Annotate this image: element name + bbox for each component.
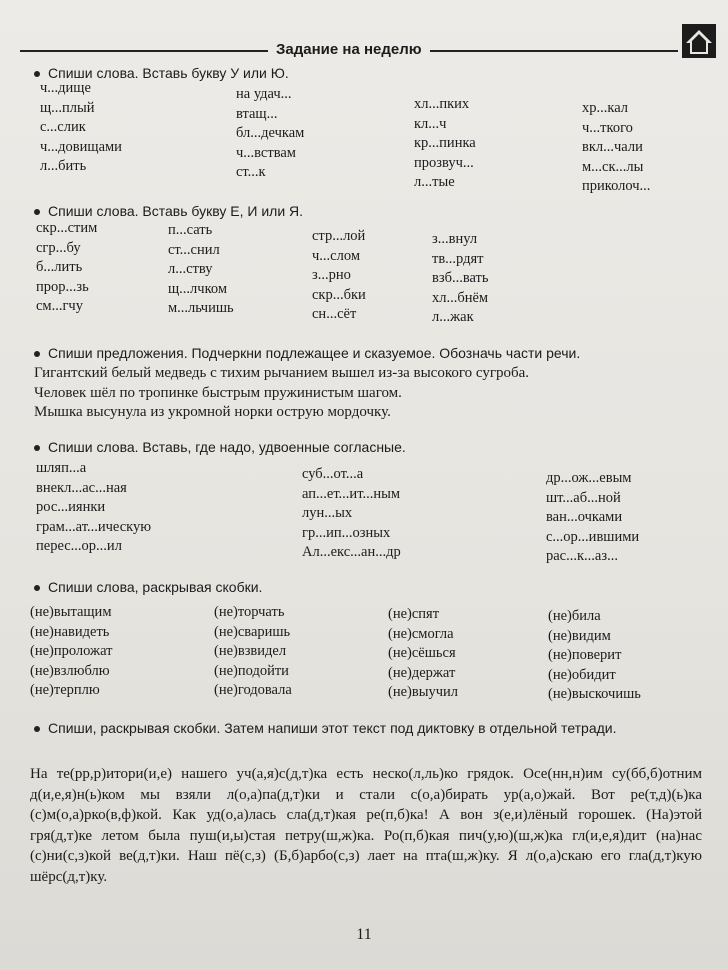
word: суб...от...а xyxy=(302,466,364,482)
word: рас...к...аз... xyxy=(546,548,618,564)
bullet xyxy=(34,445,40,451)
word: хл...бнём xyxy=(432,289,489,306)
word: вкл...чали xyxy=(582,139,643,155)
task-2-col-3 xyxy=(312,228,366,326)
task-5-col-4 xyxy=(548,608,641,706)
bullet xyxy=(34,209,40,215)
sentence: Гигантский белый медведь с тихим рычанием вышел из-за высокого сугроба. xyxy=(34,365,530,381)
task-5-col-1 xyxy=(30,604,112,702)
page-number: 11 xyxy=(356,926,372,943)
word: ч...слом xyxy=(312,247,360,264)
word: ч...ткого xyxy=(582,119,633,136)
task-1-col-1 xyxy=(40,80,122,178)
word: приколоч... xyxy=(582,178,651,194)
word: ст...снил xyxy=(168,241,220,258)
word: (не)поверит xyxy=(548,647,622,663)
word: рос...иянки xyxy=(36,499,106,515)
word: ч...довищами xyxy=(40,138,122,155)
task-5-col-2 xyxy=(214,604,292,702)
task-5-instruction xyxy=(34,578,700,596)
word: др...ож...евым xyxy=(546,470,632,486)
word: грам...ат...ическую xyxy=(36,518,152,535)
word: п...сать xyxy=(168,222,213,238)
task-2-col-1 xyxy=(36,220,97,318)
word: см...гчу xyxy=(36,298,83,314)
task-5-text: Спиши слова, раскрывая скобки. xyxy=(48,579,263,595)
word: (не)видим xyxy=(548,627,611,644)
task-6-dictation-text: На те(рр,р)итори(и,е) нашего уч(а,я)с(д,т)ка есть неско(л,ль)ко грядок. Осе(нн,н)им су(бб,б)отним д(и,е,я)н(ь)ком мы взяли л(о,а)па(д,т)ки и стали с(о,а)бирать ур(а,о)жай. Вот ре(т,д)(ь)ка (с)м(о,а)рко(в,ф)кой. Как уд(о,а)лась сла(д,т)кая ре(п,б)ка! А вон з(е,и)лёный горошек. (На)этой гря(д,т)ке летом была пуш(и,ы)стая петру(ш,ж)ка. Ро(п,б)кая пич(у,ю)(ш,ж)ка гл(и,е,я)дит (на)нас (с)ни(с,з)кой ве(д,т)ки. Наш пё(с,з) (Б,б)арбо(с,з) лает на пта(ш,ж)ку. Я л(о,а)скаю его гла(д,т)кую шёрс(д,т)ку. xyxy=(30,766,702,885)
word: скр...бки xyxy=(312,286,366,303)
word: (не)сёшься xyxy=(388,645,456,661)
word: с...слик xyxy=(40,119,86,135)
word: л...ству xyxy=(168,261,213,277)
word: шляп...а xyxy=(36,460,87,476)
bullet xyxy=(34,71,40,77)
word: перес...ор...ил xyxy=(36,538,122,554)
word: (не)держат xyxy=(388,664,456,681)
word: гр...ип...озных xyxy=(302,524,391,541)
word: сн...сёт xyxy=(312,306,357,322)
bullet xyxy=(34,726,40,732)
word: взб...вать xyxy=(432,270,489,286)
word: л...бить xyxy=(40,158,87,174)
bullet xyxy=(34,351,40,357)
word: прор...зь xyxy=(36,278,89,295)
word: (не)вытащим xyxy=(30,604,112,620)
task-2-col-4 xyxy=(432,231,489,329)
word: ст...к xyxy=(236,164,266,180)
task-1-col-4 xyxy=(582,100,650,198)
task-1-col-2 xyxy=(236,86,304,184)
word: (не)смогла xyxy=(388,625,454,642)
task-2-instruction xyxy=(34,202,700,220)
word: стр...лой xyxy=(312,228,366,244)
word: скр...стим xyxy=(36,220,98,236)
word: (не)выучил xyxy=(388,684,458,700)
word: (не)подойти xyxy=(214,662,289,679)
task-4-text: Спиши слова. Вставь, где надо, удвоенные согласные. xyxy=(48,439,406,455)
word: хр...кал xyxy=(582,100,628,116)
word: л...тые xyxy=(414,174,455,190)
task-4-instruction xyxy=(34,438,700,456)
task-1-instruction xyxy=(34,64,700,82)
task-1-text: Спиши слова. Вставь букву У или Ю. xyxy=(48,65,289,81)
word: (не)взлюблю xyxy=(30,662,110,679)
task-5-col-3 xyxy=(388,606,458,704)
word: ап...ет...ит...ным xyxy=(302,485,400,502)
word: (не)сваришь xyxy=(214,623,291,640)
task-4-col-2 xyxy=(302,466,401,564)
word: м...льчишь xyxy=(168,300,234,316)
word: (не)терплю xyxy=(30,682,100,698)
word: тв...рдят xyxy=(432,250,484,267)
header-rule-right xyxy=(430,50,678,52)
word: бл...дечкам xyxy=(236,125,305,141)
word: кл...ч xyxy=(414,115,447,132)
word: с...ор...ившими xyxy=(546,528,640,545)
word: лун...ых xyxy=(302,505,353,521)
task-2-col-2 xyxy=(168,222,234,320)
word: м...ск...лы xyxy=(582,158,644,175)
word: (не)годовала xyxy=(214,682,292,698)
task-4-col-1 xyxy=(36,460,151,558)
word: хл...пких xyxy=(414,96,470,112)
word: (не)обидит xyxy=(548,666,616,683)
sentence: Человек шёл по тропинке быстрым пружинистым шагом. xyxy=(34,384,402,401)
word: ч...дище xyxy=(40,80,91,96)
word: (не)спят xyxy=(388,606,440,622)
word: шт...аб...ной xyxy=(546,489,621,506)
word: (не)выскочишь xyxy=(548,686,641,702)
task-6-instruction xyxy=(34,718,700,738)
word: прозвуч... xyxy=(414,154,474,171)
word: щ...лчком xyxy=(168,280,228,297)
word: (не)торчать xyxy=(214,604,285,620)
word: з...рно xyxy=(312,267,351,283)
house-icon xyxy=(682,24,716,58)
task-3-instruction xyxy=(34,344,700,362)
word: (не)взвидел xyxy=(214,643,287,659)
word: втащ... xyxy=(236,105,278,122)
word: з...внул xyxy=(432,231,478,247)
page-header xyxy=(20,22,716,58)
word: л...жак xyxy=(432,309,474,325)
word: щ...плый xyxy=(40,99,95,116)
word: Ал...екс...ан...др xyxy=(302,544,401,560)
word: сгр...бу xyxy=(36,239,81,256)
task-2-text: Спиши слова. Вставь букву Е, И или Я. xyxy=(48,203,304,219)
word: кр...пинка xyxy=(414,135,476,151)
task-4-col-3 xyxy=(546,470,639,568)
word: (не)навидеть xyxy=(30,623,110,640)
word: ван...очками xyxy=(546,509,623,525)
task-3-sentences xyxy=(34,364,704,423)
word: (не)проложат xyxy=(30,643,113,659)
task-1-col-3 xyxy=(414,96,476,194)
bullet xyxy=(34,585,40,591)
header-rule-left xyxy=(20,50,268,52)
word: б...лить xyxy=(36,259,83,275)
page-title: Задание на неделю xyxy=(276,41,422,58)
word: внекл...ас...ная xyxy=(36,479,127,496)
word: (не)била xyxy=(548,608,601,624)
task-3-text: Спиши предложения. Подчеркни подлежащее и сказуемое. Обозначь части речи. xyxy=(48,345,581,361)
word: на удач... xyxy=(236,86,292,102)
task-6-text: Спиши, раскрывая скобки. Затем напиши этот текст под диктовку в отдельной тетради. xyxy=(48,720,617,736)
word: ч...вствам xyxy=(236,144,296,161)
sentence: Мышка высунула из укромной норки острую мордочку. xyxy=(34,404,391,420)
